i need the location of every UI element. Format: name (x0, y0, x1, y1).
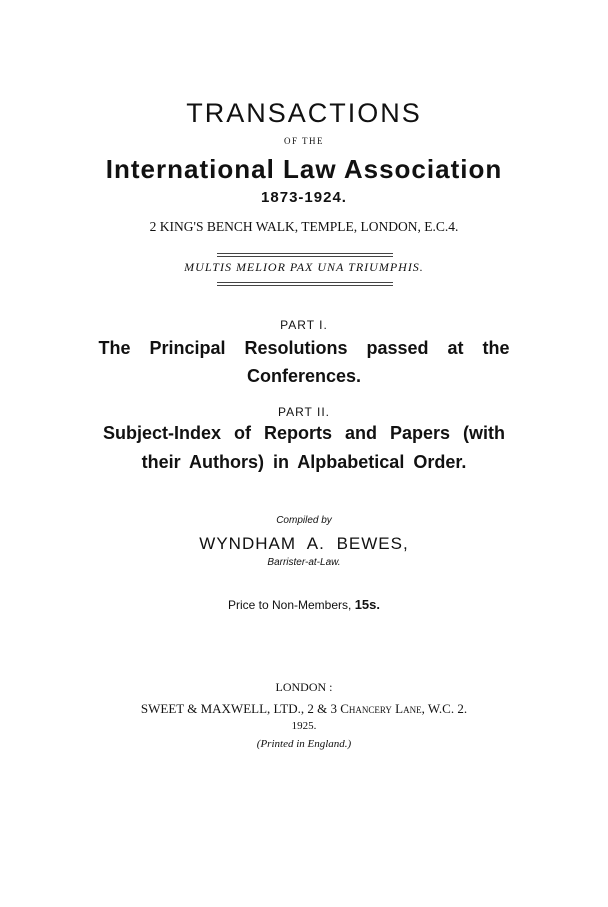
part-two-heading: Subject-Index of Reports and Papers (with (102, 423, 506, 443)
title: TRANSACTIONS (186, 98, 422, 128)
part-one-label: PART I. (280, 318, 328, 332)
publisher-name: SWEET & MAXWELL, LTD., 2 & 3 (140, 701, 337, 716)
part-one-heading: The Principal Resolutions passed at the (98, 338, 510, 358)
imprint-city: LONDON : (275, 680, 333, 694)
years: 1873-1924. (261, 189, 347, 206)
imprint-year: 1925. (291, 720, 317, 732)
printed-in (0, 738, 608, 750)
imprint-publisher (0, 701, 608, 717)
part-two-label: PART II. (277, 405, 330, 419)
divider-rule (217, 282, 393, 283)
motto: MULTIS MELIOR PAX UNA TRIUMPHIS. (184, 260, 424, 274)
association-name: International Law Association (105, 154, 503, 184)
author-title: Barrister-at-Law. (267, 557, 341, 568)
author-name: WYNDHAM A. BEWES, (199, 534, 409, 553)
printed-in-text: (Printed in England.) (256, 738, 352, 750)
compiled-by: Compiled by (276, 515, 332, 526)
price-amount: 15s. (354, 597, 381, 612)
price-line (0, 597, 608, 612)
publisher-postcode: W.C. 2. (427, 701, 468, 716)
divider-rule (217, 256, 393, 257)
of-the-text: OF THE (283, 136, 325, 146)
divider-rule (217, 253, 393, 254)
publisher-street: Chancery Lane, (340, 701, 425, 716)
divider-rule (217, 285, 393, 286)
part-two-heading-continued: their Authors) in Alpbabetical Order. (141, 452, 467, 472)
part-one-heading-continued: Conferences. (246, 366, 362, 386)
address: 2 KING'S BENCH WALK, TEMPLE, LONDON, E.C.4. (149, 219, 459, 234)
price-label: Price to Non-Members, (227, 598, 352, 612)
